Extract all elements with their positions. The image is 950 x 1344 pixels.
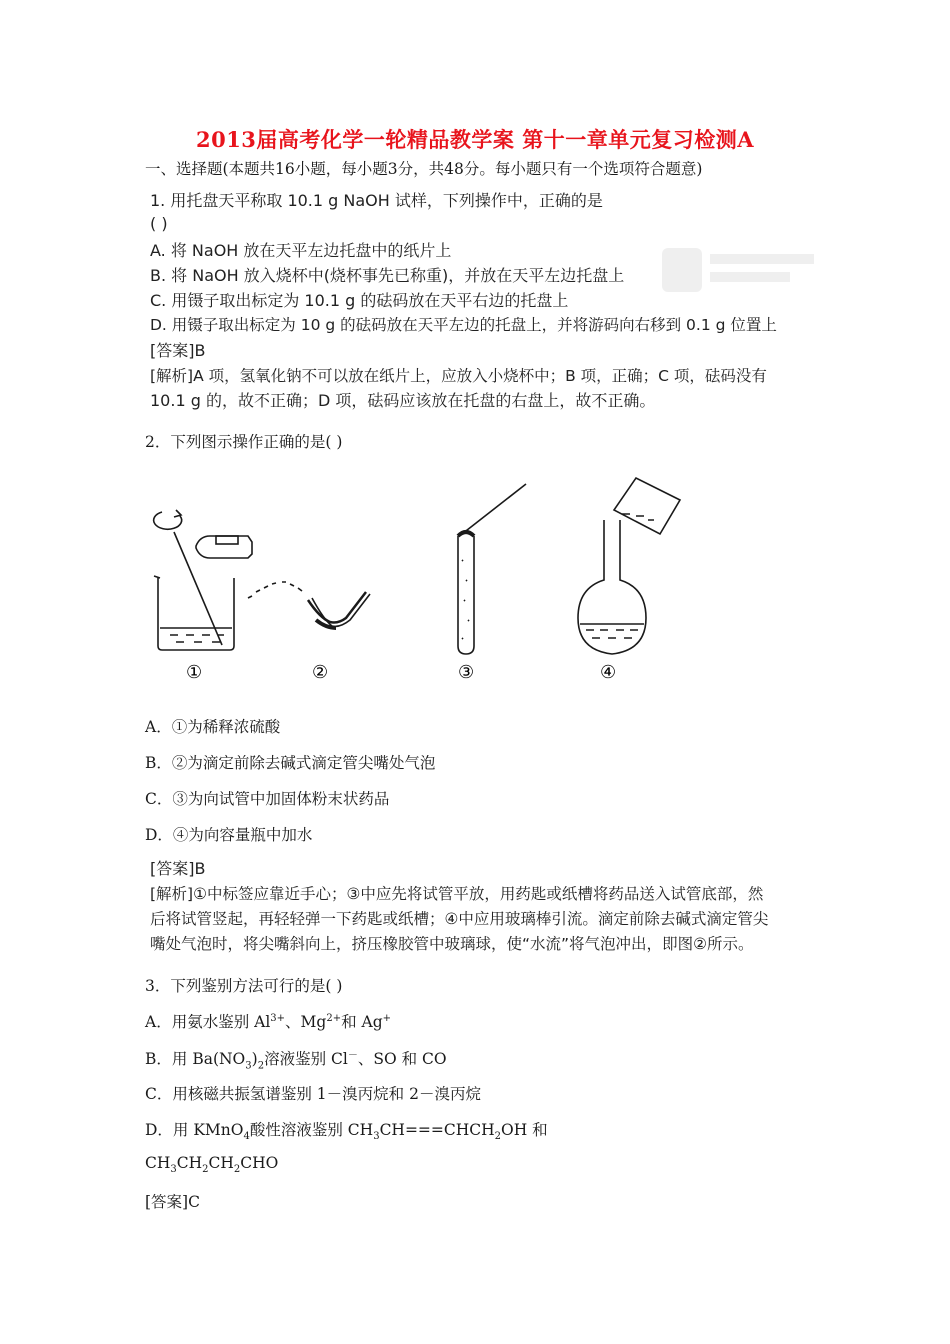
q1-option-b: B. 将 NaOH 放入烧杯中(烧杯事先已称重)，并放在天平左边托盘上 bbox=[150, 266, 625, 285]
q1-option-a: A. 将 NaOH 放在天平左边托盘中的纸片上 bbox=[150, 241, 452, 260]
q3-option-b: B．用 $Ba(NO_3)_2$溶液鉴别 Cl－、SO 和 CO bbox=[145, 1050, 447, 1072]
q2-analysis-line3: 嘴处气泡时，将尖嘴斜向上，挤压橡胶管中玻璃球，使“水流”将气泡冲出，即图②所示。 bbox=[150, 935, 754, 953]
q2-stem: 2．下列图示操作正确的是( ) bbox=[145, 433, 343, 451]
q1-analysis-line1: [解析]A 项，氢氧化钠不可以放在纸片上，应放入小烧杯中；B 项，正确；C 项，砝码没有 bbox=[150, 367, 767, 385]
q2-answer: [答案]B bbox=[150, 859, 206, 878]
q2-option-c: C．③为向试管中加固体粉末状药品 bbox=[145, 790, 390, 808]
figure-1-beaker-pouring bbox=[154, 510, 252, 650]
page-title: 2013届高考化学一轮精品教学案 第十一章单元复习检测A bbox=[195, 127, 755, 152]
q1-answer: [答案]B bbox=[150, 341, 206, 360]
figure-label-3: ③ bbox=[458, 662, 475, 683]
figure-label-1: ① bbox=[186, 662, 203, 683]
q1-stem: 1. 用托盘天平称取 10.1 g NaOH 试样，下列操作中，正确的是 bbox=[150, 191, 603, 210]
figure-label-4: ④ bbox=[600, 662, 617, 683]
q1-option-d: D. 用镊子取出标定为 10 g 的砝码放在天平左边的托盘上，并将游码向右移到 0.1 g 位置上 bbox=[150, 316, 777, 334]
q3-option-c: C．用核磁共振氢谱鉴别 1－溴丙烷和 2－溴丙烷 bbox=[145, 1085, 481, 1103]
q3-answer: [答案]C bbox=[145, 1193, 200, 1211]
section-header: 一、选择题(本题共16小题，每小题3分，共48分。每小题只有一个选项符合题意) bbox=[145, 160, 703, 178]
q3-stem: 3．下列鉴别方法可行的是( ) bbox=[145, 977, 343, 995]
q2-option-d: D．④为向容量瓶中加水 bbox=[145, 826, 313, 844]
figure-3-test-tube bbox=[458, 484, 526, 654]
q3-option-d-continued: $CH_3CH_2CH_2CHO$ bbox=[145, 1154, 279, 1176]
q3-option-a: A．用氨水鉴别 $Al^{3+}$、$Mg^{2+}$和 Ag+ bbox=[145, 1012, 392, 1031]
q2-option-b: B．②为滴定前除去碱式滴定管尖嘴处气泡 bbox=[145, 754, 436, 772]
q1-analysis-line2: 10.1 g 的，故不正确；D 项，砝码应该放在托盘的右盘上，故不正确。 bbox=[150, 391, 656, 410]
q1-option-c: C. 用镊子取出标定为 10.1 g 的砝码放在天平右边的托盘上 bbox=[150, 291, 569, 310]
q1-paren: ( ) bbox=[150, 214, 168, 233]
q2-analysis-line1: [解析]①中标签应靠近手心；③中应先将试管平放，用药匙或纸槽将药品送入试管底部，然 bbox=[150, 885, 764, 903]
figure-2-burette-tip bbox=[248, 582, 370, 628]
watermark-logo bbox=[660, 240, 820, 300]
figure-4-volumetric-flask bbox=[578, 478, 680, 654]
q2-analysis-line2: 后将试管竖起，再轻轻弹一下药匙或纸槽；④中应用玻璃棒引流。滴定前除去碱式滴定管尖 bbox=[150, 910, 769, 928]
q2-option-a: A．①为稀释浓硫酸 bbox=[145, 718, 281, 736]
q3-option-d: D．用 KMnO$_4$酸性溶液鉴别 $CH_3CH===CHCH_2OH$ 和 bbox=[145, 1121, 548, 1143]
q2-figure bbox=[140, 470, 700, 685]
figure-label-2: ② bbox=[312, 662, 329, 683]
